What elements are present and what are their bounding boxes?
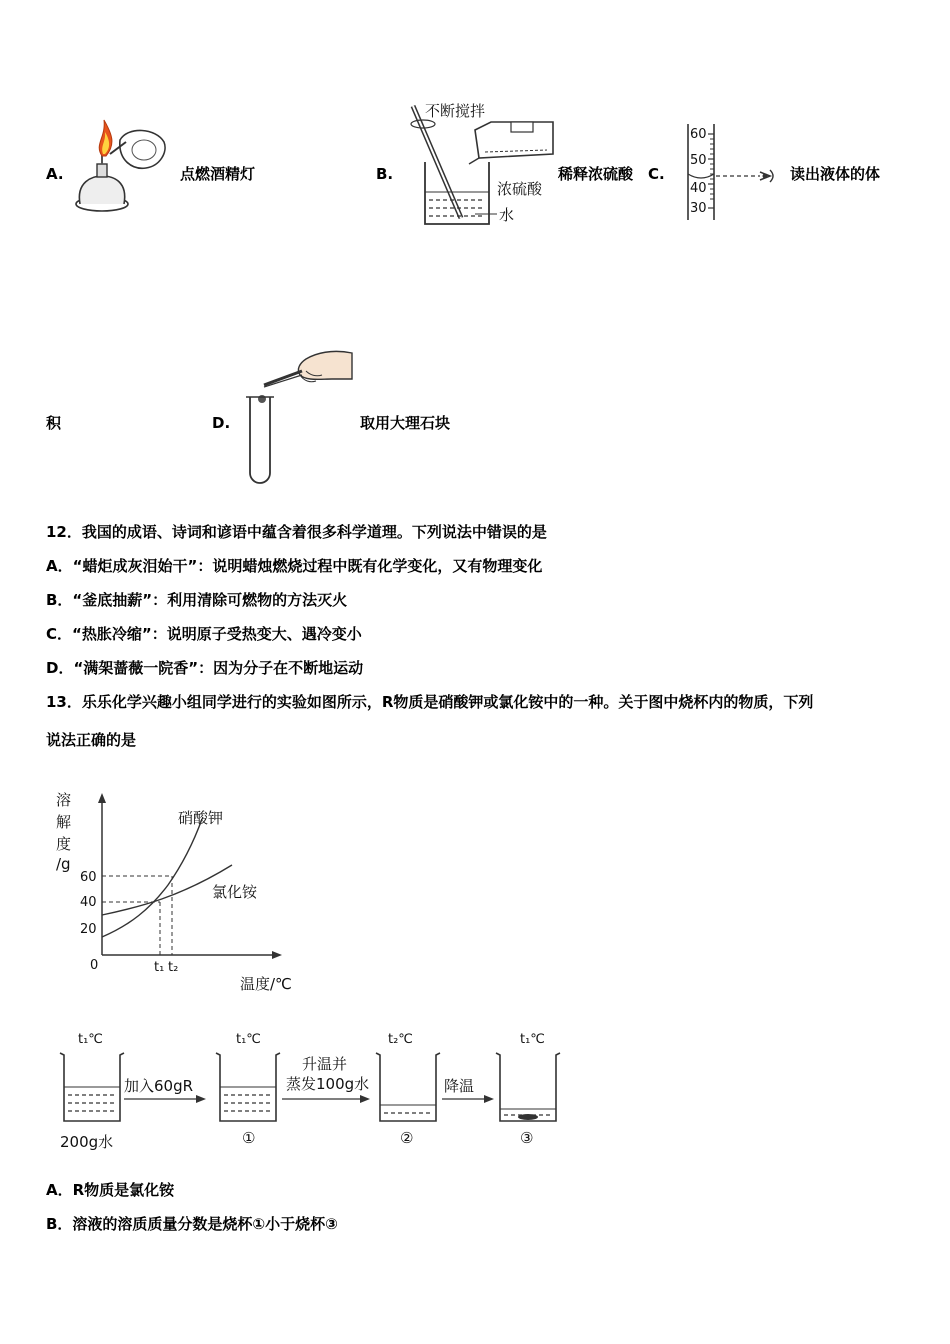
beaker-1 — [216, 1032, 280, 1147]
option-a-letter: A. — [46, 165, 64, 183]
step1-label: 加入60gR — [124, 1077, 194, 1095]
ylabel-char-4: /g — [56, 855, 71, 873]
beaker-3-temp: t₁℃ — [520, 1032, 545, 1047]
stir-label: 不断搅拌 — [425, 102, 486, 120]
cylinder-tick-60: 60 — [690, 127, 707, 142]
acid-bottle-icon — [469, 122, 553, 164]
water-label: 水 — [499, 206, 515, 224]
acid-label: 浓硫酸 — [497, 180, 543, 198]
q12-option-c: C．“热胀冷缩”：说明原子受热变大、遇冷变小 — [46, 625, 362, 643]
y-axis-arrow — [98, 793, 106, 803]
beaker-0-temp: t₁℃ — [78, 1032, 103, 1047]
test-tube-icon — [246, 397, 274, 483]
q12-option-b: B．“釜底抽薪”：利用清除可燃物的方法灭火 — [46, 591, 348, 609]
ylabel-char-1: 溶 — [56, 791, 72, 809]
ytick-20: 20 — [80, 922, 97, 937]
beaker-3 — [496, 1032, 560, 1147]
kno3-label: 硝酸钾 — [178, 809, 224, 827]
q13-option-a: A．R物质是氯化铵 — [46, 1181, 175, 1199]
beaker-2-temp: t₂℃ — [388, 1032, 413, 1047]
graduated-cylinder-figure — [680, 120, 790, 224]
x-axis-arrow — [272, 951, 282, 959]
cylinder-tick-50: 50 — [690, 153, 707, 168]
origin-label: 0 — [90, 958, 99, 973]
beaker-1-label: ① — [242, 1129, 256, 1147]
option-c-text: 读出液体的体 — [790, 165, 881, 183]
second-lamp-icon — [110, 130, 165, 168]
arrow-1-head — [196, 1095, 206, 1103]
alcohol-lamp-figure — [70, 116, 175, 222]
q13-option-b: B．溶液的溶质质量分数是烧杯①小于烧杯③ — [46, 1215, 338, 1233]
cylinder-tick-30: 30 — [690, 201, 707, 216]
cylinder-tick-40: 40 — [690, 181, 707, 196]
xlabel: 温度/℃ — [240, 975, 292, 993]
ylabel-char-2: 解 — [56, 813, 72, 831]
beaker-0 — [60, 1032, 124, 1151]
q13-stem-line2: 说法正确的是 — [46, 731, 137, 749]
option-c-letter: C. — [648, 165, 665, 183]
q12-option-a: A．“蜡炬成灰泪始干”：说明蜡烛燃烧过程中既有化学变化，又有物理变化 — [46, 557, 543, 575]
q13-stem-line1: 13．乐乐化学兴趣小组同学进行的实验如图所示，R物质是硝酸钾或氯化铵中的一种。关于图中烧杯内的物质，下列 — [46, 693, 814, 711]
solubility-graph — [50, 785, 310, 995]
step2-label-b: 蒸发100g水 — [286, 1075, 370, 1093]
beaker-3-label: ③ — [520, 1129, 534, 1147]
t2-label: t₂ — [168, 960, 179, 975]
alcohol-lamp-body-icon — [76, 154, 128, 211]
arrow-2-head — [360, 1095, 370, 1103]
t1-label: t₁ — [154, 960, 165, 975]
step3-label: 降温 — [444, 1077, 475, 1095]
ylabel-char-3: 度 — [56, 835, 72, 853]
ytick-60: 60 — [80, 870, 97, 885]
beaker-2 — [376, 1032, 440, 1147]
nh4cl-label: 氯化铵 — [212, 883, 258, 901]
option-c-wrap: 积 — [46, 414, 62, 432]
option-b-letter: B. — [376, 165, 394, 183]
arrow-3-head — [484, 1095, 494, 1103]
ytick-40: 40 — [80, 895, 97, 910]
beaker-1-temp: t₁℃ — [236, 1032, 261, 1047]
q12-option-d: D．“满架蔷薇一院香”：因为分子在不断地运动 — [46, 659, 364, 677]
dilute-acid-figure — [405, 100, 560, 228]
option-a-text: 点燃酒精灯 — [180, 165, 256, 183]
flame-icon — [99, 120, 112, 156]
marble-tube-figure — [240, 345, 360, 485]
crystal-icon — [518, 1114, 538, 1120]
eye-icon — [760, 170, 773, 182]
step2-label-a: 升温并 — [302, 1055, 348, 1073]
hand-icon — [298, 351, 352, 381]
experiment-flow — [50, 1025, 580, 1155]
q12-stem: 12．我国的成语、诗词和谚语中蕴含着很多科学道理。下列说法中错误的是 — [46, 523, 547, 541]
glass-rod-icon — [411, 106, 461, 218]
kno3-curve — [102, 819, 202, 937]
option-b-text: 稀释浓硫酸 — [558, 165, 634, 183]
beaker-2-label: ② — [400, 1129, 414, 1147]
tweezers-icon — [264, 371, 302, 387]
beaker-0-label: 200g水 — [60, 1133, 114, 1151]
option-d-text: 取用大理石块 — [360, 414, 451, 432]
option-d-letter: D. — [212, 414, 231, 432]
